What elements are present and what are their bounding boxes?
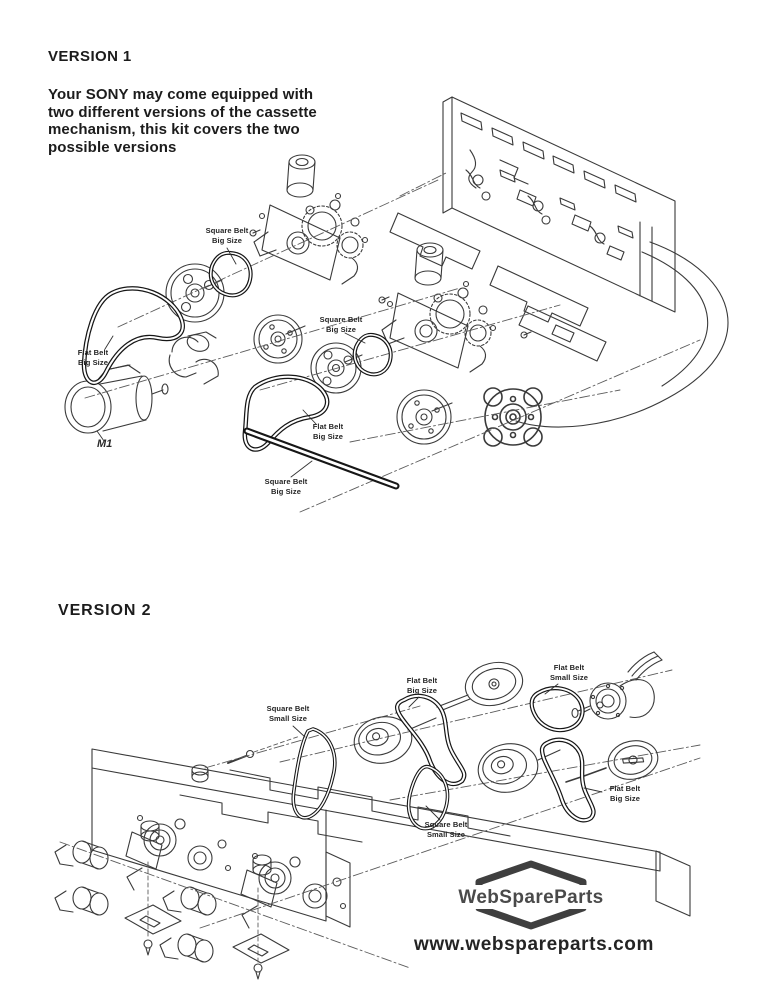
label-flat-belt-big-v2-1 (407, 676, 438, 696)
label-square-belt-big-1 (206, 226, 249, 246)
label-line: Big Size (212, 235, 242, 245)
v1-motor-m1 (65, 365, 168, 433)
v1-back-panel (443, 97, 675, 312)
v2-belt-square-small-1 (293, 729, 334, 818)
label-line: Square Belt (319, 315, 363, 324)
label-line: Big Size (78, 357, 108, 367)
label-line: Big Size (313, 431, 343, 441)
label-line: Big Size (271, 486, 301, 496)
label-motor-m1: M1 (97, 438, 113, 450)
label-line: Flat Belt (553, 663, 585, 672)
label-square-belt-big-3 (265, 477, 308, 497)
label-line: Flat Belt (312, 422, 344, 431)
intro-paragraph (48, 86, 317, 156)
v1-mechanism-2 (382, 243, 496, 372)
v2-belt-flat-small (532, 688, 583, 730)
label-line: Big Size (407, 685, 437, 695)
label-flat-belt-big-1 (78, 348, 109, 368)
v1-leader-lines (97, 248, 365, 477)
label-line: Small Size (426, 829, 466, 839)
label-line: Flat Belt (77, 348, 109, 357)
label-square-belt-small-2 (425, 820, 468, 840)
label-line: Small Size (549, 672, 589, 682)
label-line: Square Belt (205, 226, 249, 235)
v2-axis-lines (60, 670, 700, 968)
v2-pinch-rollers (55, 841, 216, 962)
label-line: Square Belt (264, 477, 308, 486)
label-square-belt-big-2 (320, 315, 363, 335)
label-flat-belt-small (550, 663, 588, 683)
intro-line: two different versions of the cassette (48, 103, 317, 121)
v2-pulley-disc-top (461, 657, 527, 712)
label-line: Big Size (610, 793, 640, 803)
v1-mechanism-1 (254, 155, 368, 284)
website-url: www.webspareparts.com (414, 934, 654, 955)
intro-line: possible versions (48, 138, 177, 156)
v1-clamp-saddle (169, 332, 218, 384)
v2-shafts (408, 695, 606, 782)
intro-line: mechanism, this kit covers the two (48, 121, 300, 139)
v2-belt-flat-big-1 (397, 696, 464, 784)
intro-line: Your SONY may come equipped with (48, 86, 314, 103)
logo-wordmark: WebSpareParts (458, 887, 604, 908)
v2-pulley-barrel-2 (474, 738, 543, 797)
version1-heading: VERSION 1 (48, 48, 132, 65)
v1-bracket-plates (390, 213, 606, 361)
v2-pulley-ring-right (605, 736, 662, 784)
label-line: Flat Belt (609, 784, 641, 793)
v2-pulley-barrel-1 (350, 711, 416, 768)
label-line: Square Belt (266, 704, 310, 713)
v2-belt-flat-big-2 (542, 740, 593, 820)
v1-screws (250, 230, 531, 338)
version2-heading: VERSION 2 (58, 602, 152, 619)
label-flat-belt-big-v2-2 (610, 784, 641, 804)
label-line: Big Size (326, 324, 356, 334)
v1-lobed-wheel (484, 388, 542, 446)
label-flat-belt-big-2 (313, 422, 344, 442)
v1-deck-curve (516, 242, 728, 427)
label-line: Flat Belt (406, 676, 438, 685)
label-line: Small Size (268, 713, 308, 723)
label-line: Square Belt (424, 820, 468, 829)
label-square-belt-small-1 (267, 704, 310, 724)
